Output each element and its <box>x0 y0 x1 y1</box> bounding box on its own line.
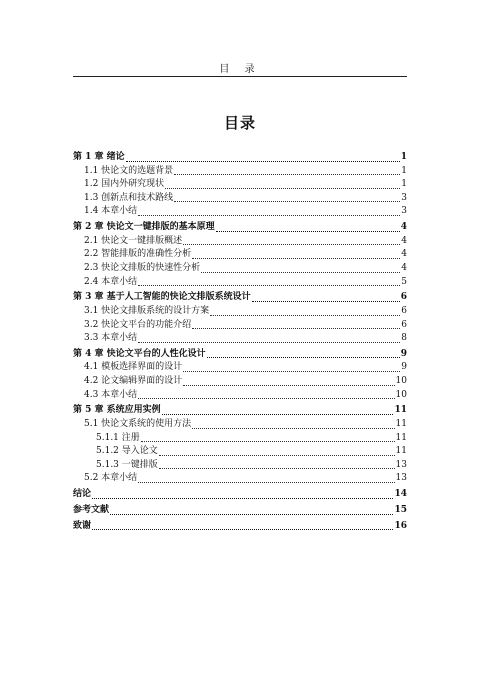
toc-entry-title: 1.1 快论文的选题背景 <box>84 165 174 176</box>
toc-entry-title: 结论 <box>73 489 92 500</box>
toc-dot-leader <box>183 371 400 372</box>
toc-section-entry[interactable] <box>73 459 407 473</box>
toc-page-number: 6 <box>401 305 407 316</box>
toc-dot-leader <box>174 201 400 202</box>
toc-entry-title: 5.1.1 注册 <box>96 432 140 443</box>
toc-page-number: 4 <box>400 222 407 233</box>
toc-page-number: 4 <box>401 262 407 273</box>
toc-page-number: 1 <box>401 179 407 190</box>
toc-dot-leader <box>138 482 394 483</box>
toc-entry-title: 2.1 快论文一键排版概述 <box>84 235 183 246</box>
toc-section-entry[interactable] <box>73 361 407 375</box>
header-rule <box>73 76 407 77</box>
toc-entry-title: 第 4 章 快论文平台的人性化设计 <box>73 348 206 359</box>
toc-page-number: 15 <box>394 504 407 515</box>
toc-section-entry[interactable] <box>73 192 407 206</box>
toc-dot-leader <box>162 414 394 415</box>
toc-entry-title: 3.2 快论文平台的功能介绍 <box>84 319 192 330</box>
toc-entry-title: 4.1 模板选择界面的设计 <box>84 362 183 373</box>
toc-section-entry[interactable] <box>73 205 407 219</box>
toc-dot-leader <box>183 385 394 386</box>
toc-dot-leader <box>159 455 395 456</box>
toc-dot-leader <box>110 514 393 515</box>
toc-page-number: 3 <box>401 206 407 217</box>
toc-page-number: 8 <box>401 333 407 344</box>
toc-page-number: 13 <box>395 473 407 484</box>
toc-section-entry[interactable] <box>73 178 407 192</box>
toc-dot-leader <box>192 258 400 259</box>
toc-dot-leader <box>92 529 393 530</box>
toc-dot-leader <box>126 161 400 162</box>
toc-section-entry[interactable] <box>73 332 407 346</box>
toc-dot-leader <box>138 285 400 286</box>
table-of-contents <box>73 151 407 533</box>
toc-chapter-entry[interactable] <box>73 504 407 518</box>
toc-section-entry[interactable] <box>73 432 407 446</box>
toc-entry-title: 第 2 章 快论文一键排版的基本原理 <box>73 222 215 233</box>
toc-chapter-entry[interactable] <box>73 488 407 502</box>
toc-entry-title: 第 3 章 基于人工智能的快论文排版系统设计 <box>73 292 251 303</box>
toc-dot-leader <box>207 357 400 358</box>
toc-section-entry[interactable] <box>73 262 407 276</box>
toc-page-number: 14 <box>394 489 407 500</box>
toc-dot-leader <box>201 272 400 273</box>
toc-dot-leader <box>183 244 400 245</box>
toc-page-number: 11 <box>395 432 407 443</box>
toc-section-entry[interactable] <box>73 248 407 262</box>
toc-page-number: 10 <box>395 376 407 387</box>
toc-dot-leader <box>159 468 395 469</box>
toc-page-number: 3 <box>401 192 407 203</box>
toc-dot-leader <box>92 498 393 499</box>
toc-page-number: 4 <box>401 249 407 260</box>
toc-section-entry[interactable] <box>73 305 407 319</box>
toc-section-entry[interactable] <box>73 472 407 486</box>
toc-entry-title: 5.2 本章小结 <box>84 473 138 484</box>
toc-page-number: 1 <box>400 152 407 162</box>
toc-dot-leader <box>192 428 394 429</box>
toc-page-number: 5 <box>401 276 407 287</box>
toc-page-number: 6 <box>400 292 407 303</box>
toc-page-number: 10 <box>395 389 407 400</box>
toc-section-entry[interactable] <box>73 276 407 290</box>
toc-dot-leader <box>165 188 400 189</box>
toc-page-number: 11 <box>394 405 407 416</box>
toc-page-number: 1 <box>401 165 407 176</box>
toc-entry-title: 2.3 快论文排版的快速性分析 <box>84 262 201 273</box>
toc-entry-title: 1.4 本章小结 <box>84 206 138 217</box>
toc-entry-title: 参考文献 <box>73 504 110 515</box>
toc-page-number: 6 <box>401 319 407 330</box>
toc-page-number: 11 <box>395 419 407 430</box>
toc-chapter-entry[interactable] <box>73 291 407 305</box>
toc-page-number: 11 <box>395 446 407 457</box>
toc-section-entry[interactable] <box>73 445 407 459</box>
toc-dot-leader <box>174 174 400 175</box>
toc-entry-title: 4.2 论文编辑界面的设计 <box>84 376 183 387</box>
toc-entry-title: 3.3 本章小结 <box>84 333 138 344</box>
toc-dot-leader <box>138 215 400 216</box>
toc-dot-leader <box>138 342 400 343</box>
toc-entry-title: 4.3 本章小结 <box>84 389 138 400</box>
toc-entry-title: 1.3 创新点和技术路线 <box>84 192 174 203</box>
toc-entry-title: 5.1 快论文系统的使用方法 <box>84 419 192 430</box>
toc-section-entry[interactable] <box>73 389 407 403</box>
toc-dot-leader <box>252 301 400 302</box>
toc-dot-leader <box>192 328 400 329</box>
toc-section-entry[interactable] <box>73 375 407 389</box>
toc-section-entry[interactable] <box>73 418 407 432</box>
toc-chapter-entry[interactable] <box>73 348 407 362</box>
toc-page-number: 16 <box>394 520 407 531</box>
toc-chapter-entry[interactable] <box>73 221 407 235</box>
toc-dot-leader <box>210 315 400 316</box>
toc-entry-title: 第 5 章 系统应用实例 <box>73 405 161 416</box>
toc-chapter-entry[interactable] <box>73 404 407 418</box>
toc-page-number: 4 <box>401 235 407 246</box>
toc-entry-title: 2.4 本章小结 <box>84 276 138 287</box>
toc-chapter-entry[interactable] <box>73 520 407 534</box>
toc-entry-title: 5.1.3 一键排版 <box>96 459 158 470</box>
toc-entry-title: 第 1 章 绪论 <box>73 152 125 162</box>
toc-dot-leader <box>138 398 394 399</box>
toc-entry-title: 1.2 国内外研究现状 <box>84 179 165 190</box>
toc-entry-title: 致谢 <box>73 520 92 531</box>
toc-entry-title: 3.1 快论文排版系统的设计方案 <box>84 305 210 316</box>
toc-page-number: 13 <box>395 459 407 470</box>
toc-dot-leader <box>141 441 395 442</box>
toc-page-number: 9 <box>400 348 407 359</box>
toc-entry-title: 5.1.2 导入论文 <box>96 446 158 457</box>
toc-chapter-entry[interactable] <box>73 151 407 165</box>
toc-section-entry[interactable] <box>73 165 407 179</box>
toc-dot-leader <box>216 231 400 232</box>
toc-page-number: 9 <box>401 362 407 373</box>
toc-section-entry[interactable] <box>73 319 407 333</box>
toc-entry-title: 2.2 智能排版的准确性分析 <box>84 249 192 260</box>
page-title: 目录 <box>223 114 256 132</box>
toc-section-entry[interactable] <box>73 235 407 249</box>
running-header: 目 录 <box>219 64 261 75</box>
